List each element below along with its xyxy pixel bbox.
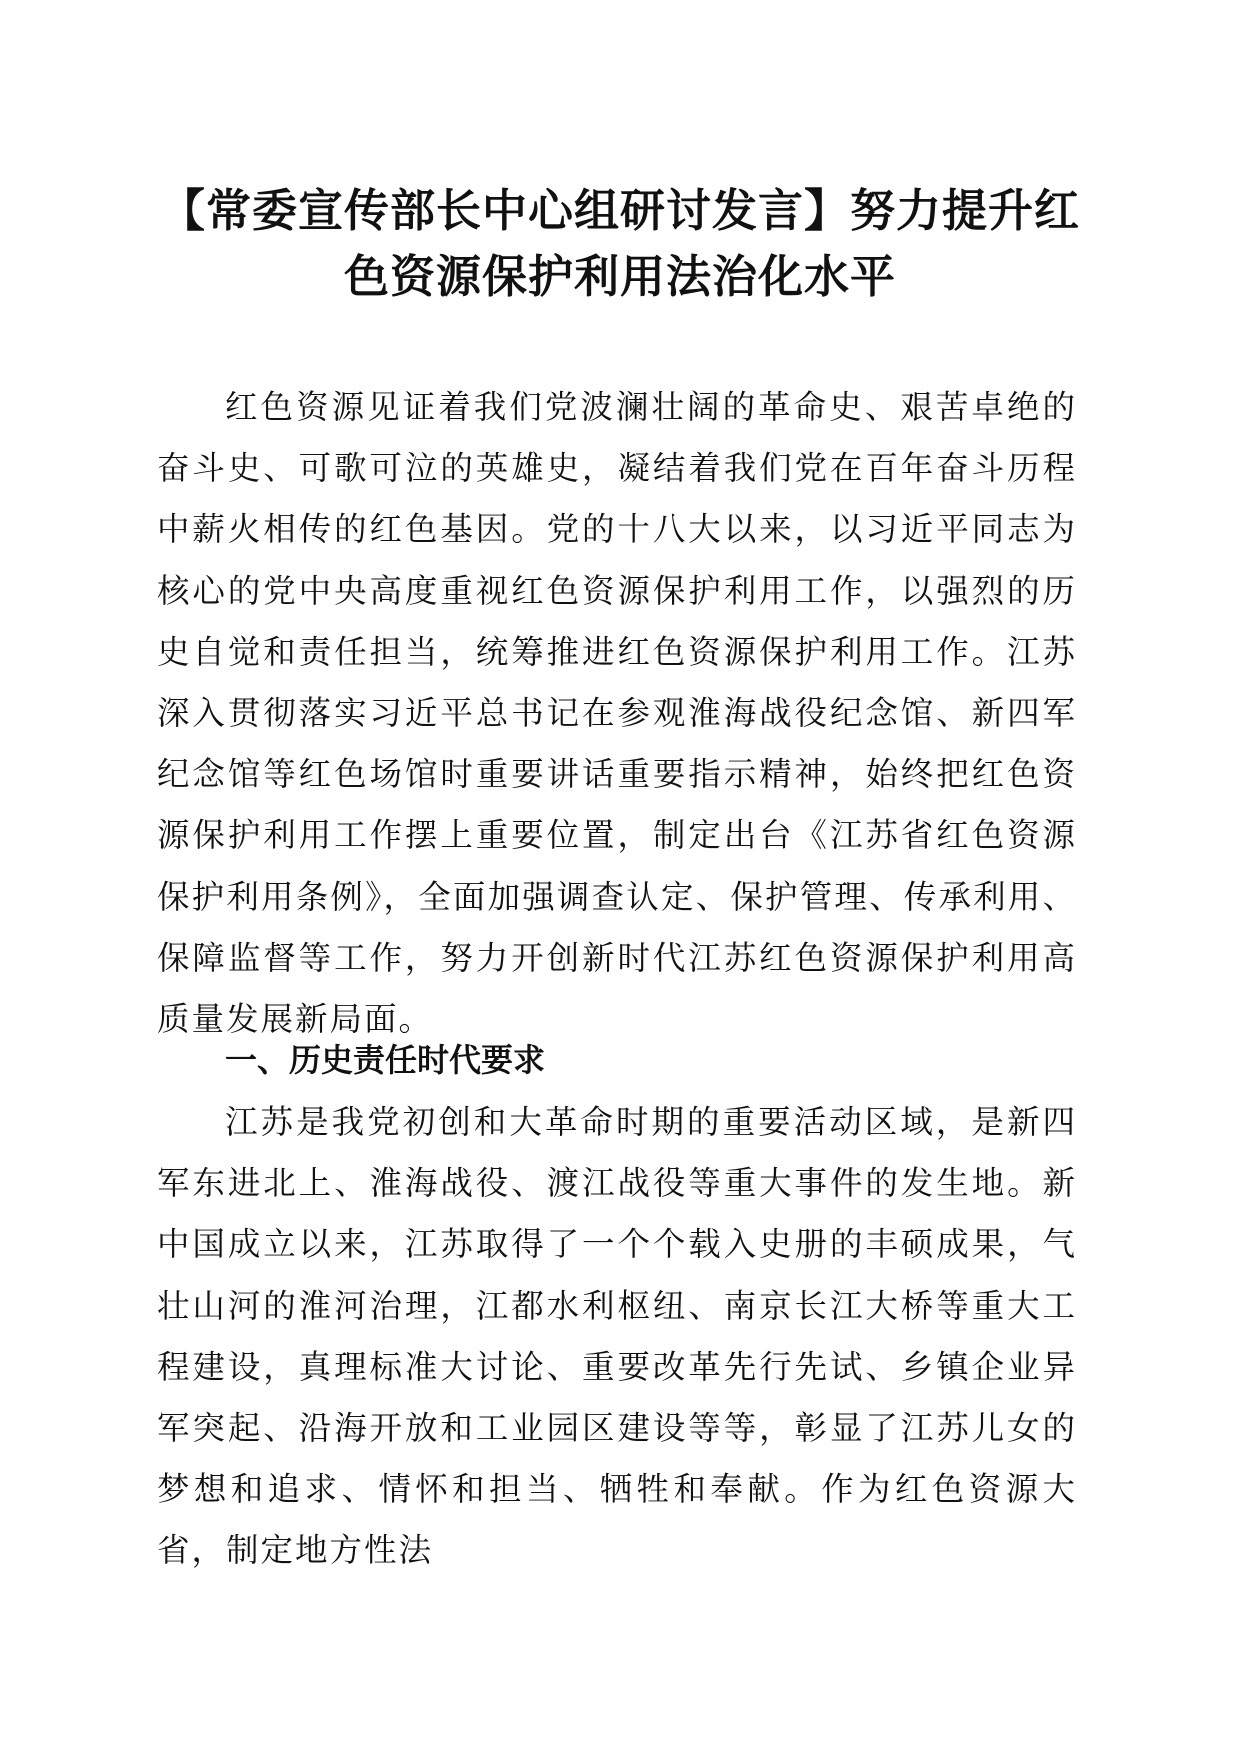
body-paragraph-2: 江苏是我党初创和大革命时期的重要活动区域，是新四军东进北上、淮海战役、渡江战役等重大事件的发生地。新中国成立以来，江苏取得了一个个载入史册的丰硕成果，气壮山河的淮河治理，江都水利枢纽、南京长江大桥等重大工程建设，真理标准大讨论、重要改革先行先试、乡镇企业异军突起、沿海开放和工业园区建设等等，彰显了江苏儿女的梦想和追求、情怀和担当、牺牲和奉献。作为红色资源大省，制定地方性法 [157,1103,1077,1570]
body-paragraph-1: 红色资源见证着我们党波澜壮阔的革命史、艰苦卓绝的奋斗史、可歌可泣的英雄史，凝结着我们党在百年奋斗历程中薪火相传的红色基因。党的十八大以来，以习近平同志为核心的党中央高度重视红色资源保护利用工作，以强烈的历史自觉和责任担当，统筹推进红色资源保护利用工作。江苏深入贯彻落实习近平总书记在参观淮海战役纪念馆、新四军纪念馆等红色场馆时重要讲话重要指示精神，始终把红色资源保护利用工作摆上重要位置，制定出台《江苏省红色资源保护利用条例》，全面加强调查认定、保护管理、传承利用、保障监督等工作，努力开创新时代江苏红色资源保护利用高质量发展新局面。 [157,388,1077,1039]
section-heading-1: 一、历史责任时代要求 [225,1041,546,1079]
title-line-1: 【常委宣传部长中心组研讨发言】努力提升红 [159,184,1080,237]
title-line-2: 色资源保护利用法治化水平 [343,250,896,303]
document-title [150,178,1090,310]
